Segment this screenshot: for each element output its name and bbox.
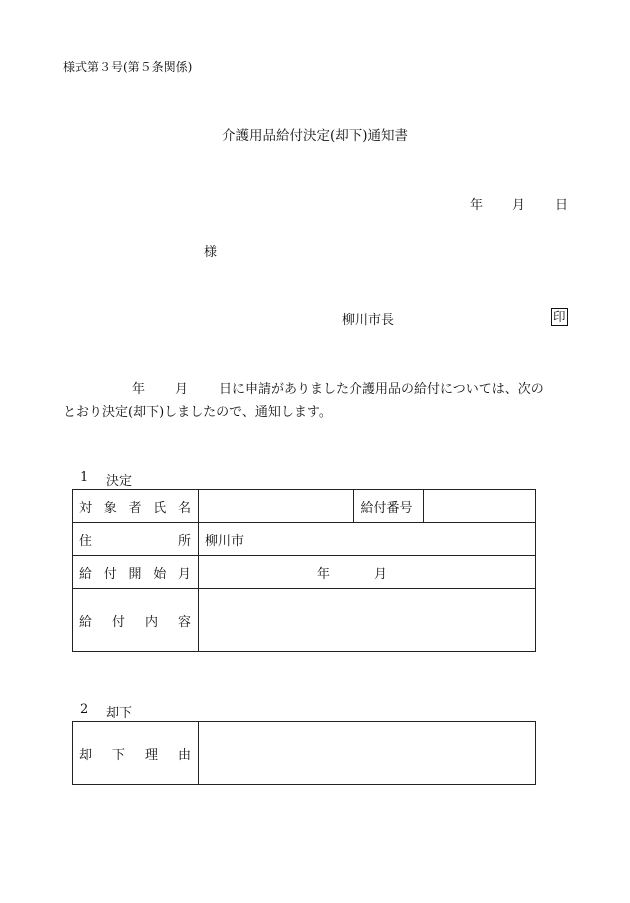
start-month-label: 給 付 開 始 月 [73, 556, 199, 589]
section2-number: 2 [80, 702, 89, 717]
body-text-line1: 日に申請がありました介護用品の給付については、次の [219, 382, 544, 397]
address-field[interactable]: 柳川市 [198, 523, 535, 556]
form-number: 様式第３号(第５条関係) [63, 60, 193, 74]
table-row [73, 490, 536, 523]
address-label: 住 所 [73, 523, 199, 556]
body-text-line2: とおり決定(却下)しましたので、通知します。 [63, 405, 332, 420]
subject-name-field[interactable] [198, 490, 354, 523]
date-day: 日 [555, 198, 569, 213]
table-row [73, 589, 536, 652]
start-month-field[interactable] [198, 556, 535, 589]
content-field[interactable] [198, 589, 535, 652]
table-row [73, 556, 536, 589]
decision-table [72, 489, 536, 652]
table-row [73, 523, 536, 556]
body-year: 年 [132, 382, 146, 397]
body-month: 月 [175, 382, 189, 397]
section2-heading: 却下 [106, 706, 133, 721]
section1-heading: 決定 [106, 474, 133, 489]
addressee-suffix: 様 [204, 245, 218, 260]
start-month-unit: 月 [374, 566, 388, 582]
reason-field[interactable] [198, 722, 535, 785]
document-title: 介護用品給付決定(却下)通知書 [221, 128, 409, 144]
benefit-number-label: 給付番号 [354, 490, 424, 523]
table-row [73, 722, 536, 785]
start-year-unit: 年 [316, 566, 330, 582]
seal-mark: 印 [553, 309, 566, 324]
reason-label: 却 下 理 由 [73, 722, 199, 785]
section1-number: 1 [80, 470, 89, 485]
benefit-number-field[interactable] [424, 490, 536, 523]
rejection-table [72, 721, 536, 785]
date-year: 年 [470, 198, 484, 213]
issuer-name: 柳川市長 [342, 313, 395, 328]
content-label: 給 付 内 容 [73, 589, 199, 652]
subject-name-label: 対 象 者 氏 名 [73, 490, 199, 523]
date-month: 月 [512, 198, 526, 213]
